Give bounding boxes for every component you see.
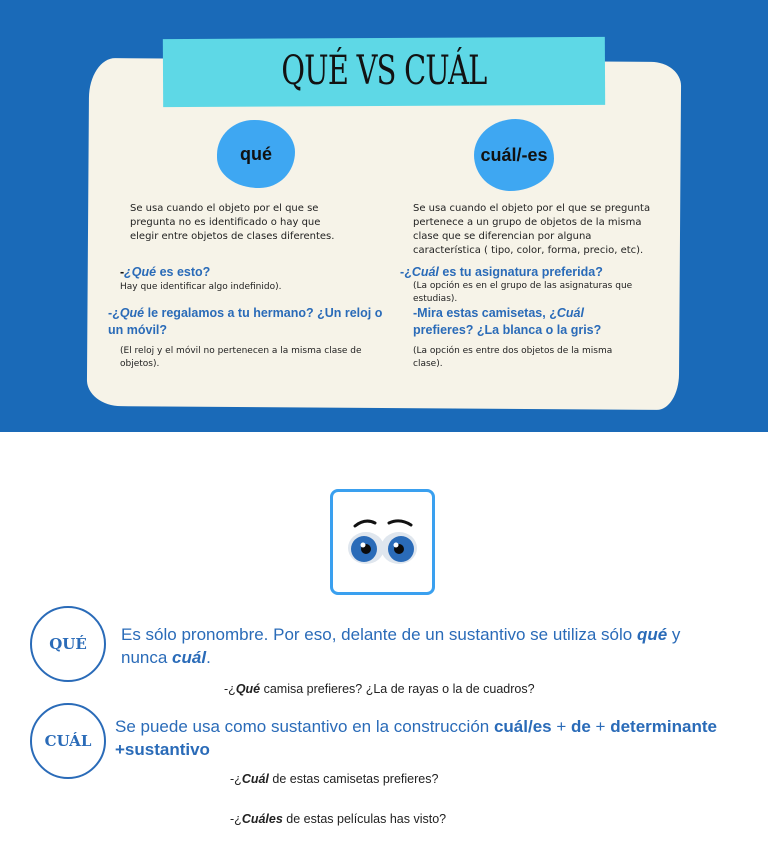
que-example-2-note: (El reloj y el móvil no pertenecen a la misma clase de objetos). — [120, 346, 362, 369]
que-explanation: Es sólo pronombre. Por eso, delante de un sustantivo se utiliza sólo qué y nunca cuál. — [121, 625, 681, 667]
que-heading: qué — [217, 120, 295, 188]
cual-example-2: -¿Cuáles de estas películas has visto? — [230, 812, 447, 826]
que-example-1: -¿Qué es esto? — [120, 265, 211, 279]
que-example-1-note: Hay que identificar algo indefinido). — [120, 282, 282, 292]
cual-example-1: -¿Cuál de estas camisetas prefieres? — [230, 772, 439, 786]
cual-example-2: -Mira estas camisetas, ¿Cuál prefieres? ¿La blanca o la gris? — [413, 306, 602, 337]
que-description: Se usa cuando el objeto por el que se pregunta no es identificado o hay que elegir entre objetos de clases diferentes. — [130, 203, 335, 242]
que-example: -¿Qué camisa prefieres? ¿La de rayas o la de cuadros? — [224, 682, 535, 696]
cual-explanation: Se puede usa como sustantivo en la construcción cuál/es + de + determinante +sustantivo — [115, 717, 717, 759]
eyes-card — [330, 489, 435, 595]
cual-example-1: -¿Cuál es tu asignatura preferida? — [400, 265, 603, 279]
cual-example-1-note: (La opción es en el grupo de las asignaturas que estudias). — [413, 281, 633, 304]
cual-description: Se usa cuando el objeto por el que se pregunta pertenece a un grupo de objetos de la misma clase que se diferencian por alguna característica ( tipo, color, forma, precio, etc). — [413, 203, 651, 256]
page-title: QUÉ VS CUÁL — [281, 48, 487, 94]
que-badge: QUÉ — [30, 606, 106, 682]
eyes-icon — [333, 492, 432, 592]
que-example-2: -¿Qué le regalamos a tu hermano? ¿Un reloj o un móvil? — [108, 306, 383, 337]
cual-example-2-note: (La opción es entre dos objetos de la misma clase). — [413, 346, 613, 369]
cual-heading: cuál/-es — [474, 119, 554, 191]
cual-badge: CUÁL — [30, 703, 106, 779]
